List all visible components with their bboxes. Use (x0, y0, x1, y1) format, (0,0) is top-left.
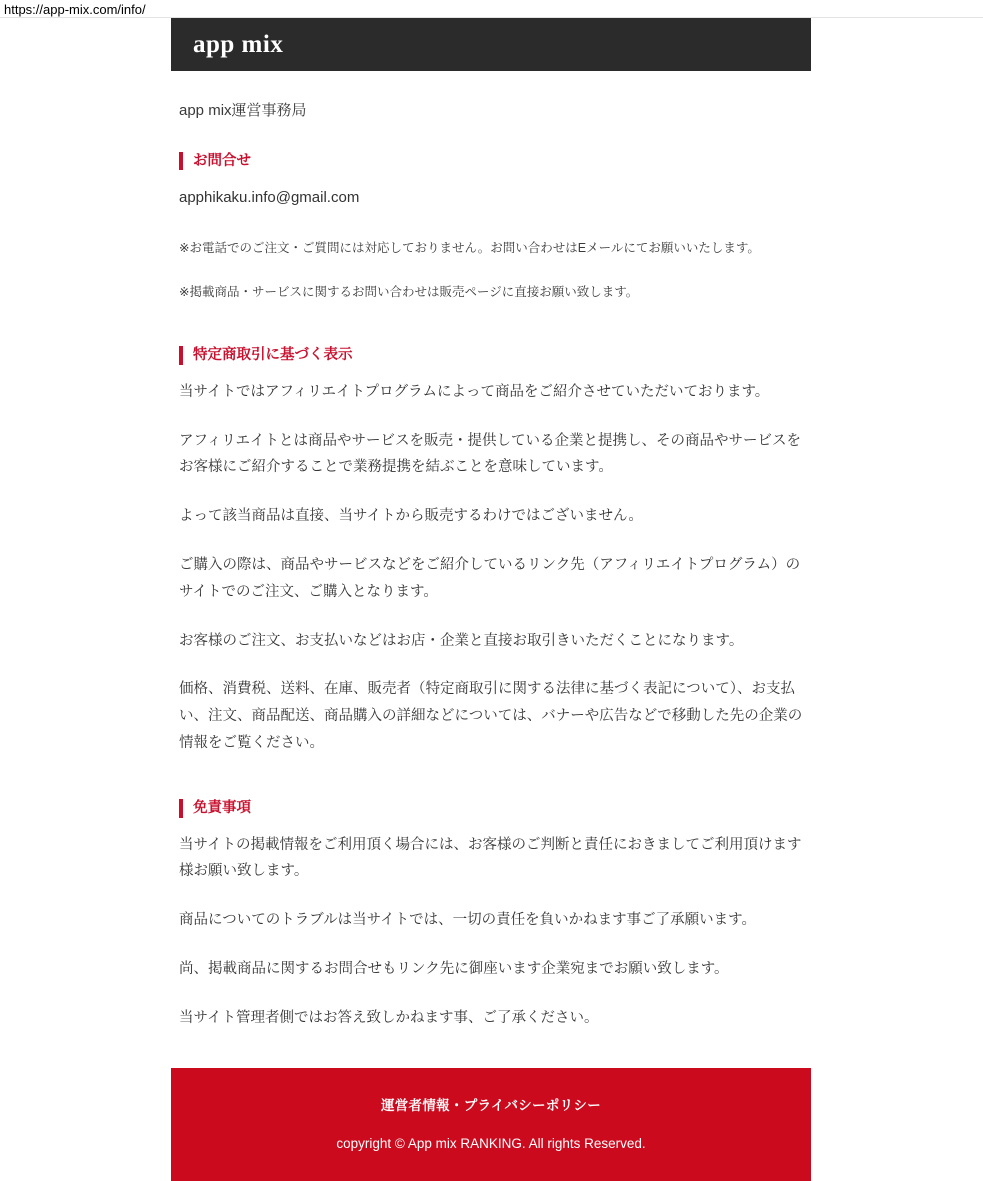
disclaimer-paragraph-2: 商品についてのトラブルは当サイトでは、一切の責任を負いかねます事ご了承願います。 (179, 912, 756, 929)
spacer (179, 326, 803, 346)
site-header (171, 18, 811, 71)
spacer (179, 779, 803, 799)
footer-copyright: copyright © App mix RANKING. All rights Reserved. (336, 1135, 646, 1151)
footer-nav[interactable] (181, 1094, 801, 1114)
disclaimer-paragraph-3: 尚、掲載商品に関するお問合せもリンク先に御座います企業宛までお願い致します。 (179, 961, 729, 978)
contact-note-1: ※お電話でのご注文・ご質問には対応しておりません。お問い合わせはEメールにてお願いいたします。 (179, 240, 760, 255)
main-content (171, 71, 811, 1032)
browser-url-bar[interactable] (0, 0, 983, 18)
site-footer (171, 1068, 811, 1181)
section-heading-contact: お問合せ (179, 152, 803, 171)
organization-name: app mix運営事務局 (179, 102, 307, 119)
section-heading-commercial-transactions: 特定商取引に基づく表示 (179, 346, 803, 365)
section-heading-disclaimer: 免責事項 (179, 799, 803, 818)
commercial-paragraph-4: ご購入の際は、商品やサービスなどをご紹介しているリンク先（アフィリエイトプログラム）のサイトでのご注文、ご購入となります。 (179, 556, 801, 600)
page-body (0, 18, 983, 1181)
footer-link-privacy-policy[interactable]: 運営者情報・プライバシーポリシー (380, 1097, 602, 1113)
content-sheet (171, 18, 811, 1181)
commercial-paragraph-6: 価格、消費税、送料、在庫、販売者（特定商取引に関する法律に基づく表記について）、お支払い、注文、商品配送、商品購入の詳細などについては、バナーや広告などで移動した先の企業の情報をご覧ください。 (179, 681, 803, 751)
commercial-paragraph-2: アフィリエイトとは商品やサービスを販売・提供している企業と提携し、その商品やサービスをお客様にご紹介することで業務提携を結ぶことを意味しています。 (179, 432, 802, 476)
commercial-paragraph-3: よって該当商品は直接、当サイトから販売するわけではございません。 (179, 508, 643, 525)
commercial-paragraph-1: 当サイトではアフィリエイトプログラムによって商品をご紹介させていただいております。 (179, 383, 770, 400)
disclaimer-paragraph-4: 当サイト管理者側ではお答え致しかねます事、ご了承ください。 (179, 1009, 599, 1026)
url-text: https://app-mix.com/info/ (4, 2, 146, 17)
commercial-paragraph-5: お客様のご注文、お支払いなどはお店・企業と直接お取引きいただくことになります。 (179, 632, 744, 649)
disclaimer-paragraph-1: 当サイトの掲載情報をご利用頂く場合には、お客様のご判断と責任におきましてご利用頂けます様お願い致します。 (179, 836, 802, 880)
site-title: app mix (193, 30, 284, 58)
contact-note-2: ※掲載商品・サービスに関するお問い合わせは販売ページに直接お願い致します。 (179, 285, 639, 300)
contact-email[interactable]: apphikaku.info@gmail.com (179, 189, 360, 207)
